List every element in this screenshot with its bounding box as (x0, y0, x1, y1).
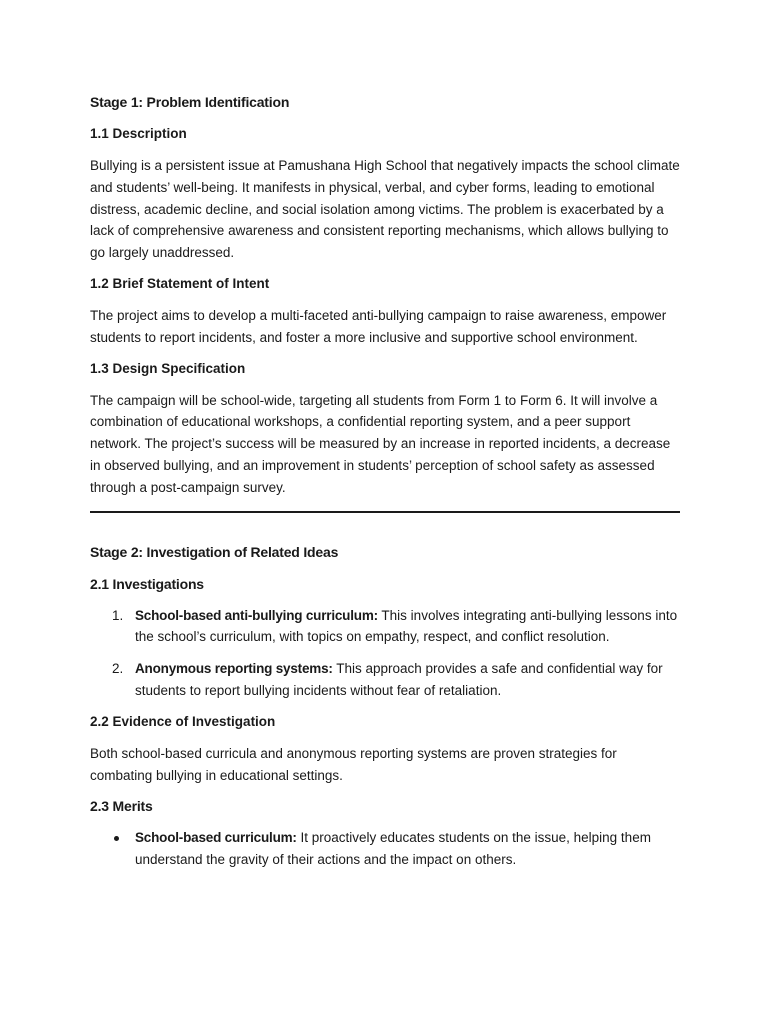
section-1-3-paragraph: The campaign will be school-wide, targeting all students from Form 1 to Form 6. It will involve a combination of educational workshops, a confidential reporting system, and a peer support network. The project’s success will be measured by an increase in reported incidents, a decrease in observed bullying, and an improvement in students’ perception of school safety as assessed through a post-campaign survey. (90, 392, 671, 495)
merit-text: It proactively educates students on the issue, helping them understand the gravity of their actions and the impact on others. (135, 830, 651, 868)
list-number: 2. (112, 661, 124, 677)
stage2-heading: Stage 2: Investigation of Related Ideas (90, 543, 339, 560)
section-2-1-heading: 2.1 Investigations (90, 575, 204, 592)
investigation-label: School-based anti-bullying curriculum: (135, 607, 378, 623)
section-1-2-heading: 1.2 Brief Statement of Intent (90, 275, 270, 291)
investigations-list (90, 605, 680, 702)
stage1-heading: Stage 1: Problem Identification (90, 94, 290, 110)
merit-item (90, 827, 680, 871)
section-2-3-heading: 2.3 Merits (90, 798, 153, 815)
section-1-1-heading: 1.1 Description (90, 126, 187, 141)
bullet-icon (114, 836, 119, 841)
section-1-1-paragraph: Bullying is a persistent issue at Pamushana High School that negatively impacts the school climate and students’ well-being. It manifests in physical, verbal, and cyber forms, leading to emotional distress, academic decline, and social isolation among victims. The problem is exacerbated by a lack of comprehensive awareness and consistent reporting mechanisms, which allows bullying to go largely unaddressed. (90, 158, 680, 261)
section-divider (90, 511, 680, 513)
section-2-2-heading: 2.2 Evidence of Investigation (90, 713, 276, 729)
section-1-2-paragraph: The project aims to develop a multi-faceted anti-bullying campaign to raise awareness, empower students to report incidents, and foster a more inclusive and supportive school environment. (90, 307, 667, 345)
section-1-3-heading: 1.3 Design Specification (90, 360, 246, 376)
list-number: 1. (112, 607, 124, 623)
investigation-item (90, 658, 680, 702)
section-2-2-paragraph: Both school-based curricula and anonymous reporting systems are proven strategies for combating bullying in educational settings. (90, 745, 617, 783)
document-page (90, 86, 680, 871)
investigation-text: This involves integrating anti-bullying lessons into the school’s curriculum, with topics on empathy, respect, and conflict resolution. (135, 607, 678, 645)
investigation-label: Anonymous reporting systems: (135, 661, 333, 677)
investigation-item (90, 605, 680, 649)
merit-label: School-based curriculum: (135, 830, 297, 846)
investigation-text: This approach provides a safe and confidential way for students to report bullying incidents without fear of retaliation. (135, 661, 663, 698)
merits-list (90, 827, 680, 871)
